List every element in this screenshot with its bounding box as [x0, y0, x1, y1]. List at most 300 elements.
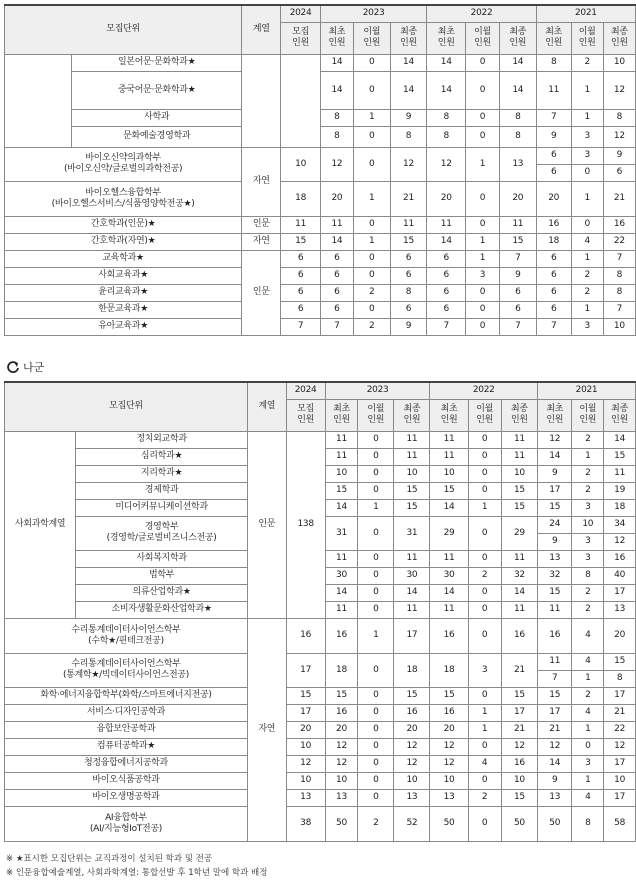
value-cell: 0	[358, 687, 394, 704]
n2024-cell: 11	[281, 216, 321, 233]
table-row	[5, 5, 636, 22]
track-cell: 자연	[247, 618, 286, 841]
value-cell: 6	[499, 301, 536, 318]
value-cell: 0	[572, 738, 604, 755]
value-cell: 14	[325, 499, 358, 516]
header-final: 최종 인원	[603, 22, 635, 54]
value-cell: 34	[604, 516, 636, 533]
value-cell: 2	[572, 601, 604, 618]
n2024-cell: 15	[286, 687, 325, 704]
header-first: 최초 인원	[320, 22, 353, 54]
value-cell: 1	[572, 721, 604, 738]
unit-name: 바이오식품공학과	[5, 772, 248, 789]
value-cell: 29	[501, 516, 537, 550]
track-cell: 인문	[247, 431, 286, 618]
value-cell: 30	[394, 567, 430, 584]
n2024-cell: 10	[286, 738, 325, 755]
value-cell: 7	[499, 250, 536, 267]
unit-name: 바이오생명공학과	[5, 789, 248, 806]
value-cell: 50	[430, 806, 468, 841]
value-cell: 0	[466, 54, 500, 71]
value-cell: 10	[325, 772, 358, 789]
value-cell: 1	[466, 250, 500, 267]
value-cell: 18	[325, 653, 358, 687]
value-cell: 0	[468, 550, 501, 567]
table-row	[5, 71, 636, 109]
unit-name: 미디어커뮤니케이션학과	[76, 499, 248, 516]
value-cell: 8	[603, 284, 635, 301]
value-cell: 0	[353, 267, 390, 284]
unit-name: 컴퓨터공학과★	[5, 738, 248, 755]
n2024-cell: 20	[286, 721, 325, 738]
value-cell: 15	[501, 789, 537, 806]
unit-name: 사회복지학과	[76, 550, 248, 567]
value-cell: 10	[430, 772, 468, 789]
value-cell: 6	[390, 267, 427, 284]
header-moji: 모집 인원	[286, 399, 325, 431]
table-row	[5, 284, 636, 301]
value-cell: 14	[604, 431, 636, 448]
value-cell: 17	[604, 755, 636, 772]
value-cell: 11	[501, 448, 537, 465]
value-cell: 3	[572, 550, 604, 567]
value-cell: 10	[394, 465, 430, 482]
unit-name: 지리학과★	[76, 465, 248, 482]
header-first: 최초 인원	[536, 22, 571, 54]
header-first: 최초 인원	[430, 399, 468, 431]
unit-name: 윤리교육과★	[5, 284, 242, 301]
value-cell: 1	[353, 109, 390, 126]
value-cell: 9	[538, 772, 572, 789]
unit-name: 바이오신약의과학부 (바이오신약/글로벌의과학전공)	[5, 147, 242, 181]
value-cell: 20	[394, 721, 430, 738]
unit-name: 중국어문·문화학과★	[72, 71, 242, 109]
value-cell: 29	[430, 516, 468, 550]
track-cell: 인문	[242, 250, 281, 335]
table-row	[5, 109, 636, 126]
value-cell: 0	[358, 567, 394, 584]
value-cell: 6	[320, 250, 353, 267]
unit-name: 일본어문·문화학과★	[72, 54, 242, 71]
header-carry: 이월 인원	[468, 399, 501, 431]
value-cell: 20	[320, 181, 353, 216]
n2024-cell: 12	[286, 755, 325, 772]
value-cell: 15	[538, 584, 572, 601]
value-cell: 1	[353, 233, 390, 250]
value-cell: 10	[604, 772, 636, 789]
value-cell: 11	[501, 601, 537, 618]
value-cell: 0	[468, 482, 501, 499]
value-cell: 4	[571, 233, 603, 250]
value-cell: 0	[466, 318, 500, 335]
value-cell: 3	[466, 267, 500, 284]
value-cell: 7	[427, 318, 466, 335]
value-cell: 8	[390, 126, 427, 147]
value-cell: 16	[430, 618, 468, 653]
value-cell: 20	[604, 618, 636, 653]
header-carry: 이월 인원	[353, 22, 390, 54]
value-cell: 12	[538, 431, 572, 448]
value-cell: 2	[572, 584, 604, 601]
value-cell: 3	[571, 318, 603, 335]
unit-name: 수리통계데이터사이언스학부 (수학★/핀테크전공)	[5, 618, 248, 653]
value-cell: 3	[571, 147, 603, 164]
value-cell: 0	[358, 482, 394, 499]
table-row	[5, 301, 636, 318]
refresh-arrow-icon	[6, 360, 20, 374]
header-year: 2023	[320, 5, 427, 22]
header-final: 최종 인원	[501, 399, 537, 431]
value-cell: 9	[390, 109, 427, 126]
value-cell: 11	[394, 448, 430, 465]
value-cell: 11	[325, 550, 358, 567]
value-cell: 17	[538, 704, 572, 721]
track-cell: 자연	[242, 233, 281, 250]
value-cell: 1	[468, 721, 501, 738]
value-cell: 3	[572, 755, 604, 772]
table-row	[5, 721, 636, 738]
value-cell: 9	[603, 147, 635, 164]
unit-name: 소비자생활문화산업학과★	[76, 601, 248, 618]
value-cell: 8	[603, 109, 635, 126]
value-cell: 32	[501, 567, 537, 584]
value-cell: 1	[571, 109, 603, 126]
table-row	[5, 250, 636, 267]
footnote: ※ ★표시한 모집단위는 교직과정이 설치된 학과 및 전공	[6, 854, 213, 864]
value-cell: 0	[466, 126, 500, 147]
section-heading-nagun	[6, 359, 44, 375]
table-row	[5, 126, 636, 147]
value-cell: 6	[427, 250, 466, 267]
value-cell: 2	[353, 284, 390, 301]
header-first: 최초 인원	[538, 399, 572, 431]
value-cell: 15	[394, 687, 430, 704]
value-cell: 8	[572, 806, 604, 841]
value-cell: 17	[604, 789, 636, 806]
value-cell: 1	[571, 181, 603, 216]
value-cell: 15	[394, 499, 430, 516]
value-cell: 9	[536, 126, 571, 147]
value-cell: 11	[394, 431, 430, 448]
table-row	[5, 147, 636, 164]
value-cell: 2	[572, 482, 604, 499]
n2024-cell	[281, 54, 321, 147]
table-row	[5, 738, 636, 755]
n2024-cell: 16	[286, 618, 325, 653]
value-cell: 2	[572, 687, 604, 704]
value-cell: 0	[468, 738, 501, 755]
n2024-cell: 6	[281, 284, 321, 301]
value-cell: 8	[320, 109, 353, 126]
header-track: 계열	[242, 5, 281, 54]
value-cell: 0	[466, 181, 500, 216]
value-cell: 0	[358, 738, 394, 755]
value-cell: 50	[501, 806, 537, 841]
value-cell: 6	[536, 284, 571, 301]
value-cell: 10	[501, 772, 537, 789]
value-cell: 0	[358, 721, 394, 738]
value-cell: 11	[430, 550, 468, 567]
value-cell: 13	[394, 789, 430, 806]
value-cell: 7	[536, 109, 571, 126]
value-cell: 2	[571, 284, 603, 301]
value-cell: 3	[468, 653, 501, 687]
value-cell: 0	[468, 516, 501, 550]
value-cell: 13	[430, 789, 468, 806]
value-cell: 10	[501, 465, 537, 482]
value-cell: 12	[538, 738, 572, 755]
value-cell: 15	[430, 482, 468, 499]
value-cell: 31	[325, 516, 358, 550]
unit-name: 문화예술경영학과	[72, 126, 242, 147]
value-cell: 0	[353, 147, 390, 181]
value-cell: 8	[604, 670, 636, 687]
value-cell: 20	[536, 181, 571, 216]
value-cell: 3	[572, 533, 604, 550]
value-cell: 14	[390, 54, 427, 71]
value-cell: 0	[358, 789, 394, 806]
header-unit: 모집단위	[5, 5, 242, 54]
value-cell: 0	[468, 772, 501, 789]
value-cell: 15	[604, 448, 636, 465]
value-cell: 6	[320, 301, 353, 318]
value-cell: 6	[427, 284, 466, 301]
value-cell: 14	[430, 499, 468, 516]
header-carry: 이월 인원	[466, 22, 500, 54]
value-cell: 8	[499, 109, 536, 126]
unit-name: 한문교육과★	[5, 301, 242, 318]
value-cell: 13	[499, 147, 536, 181]
value-cell: 11	[501, 550, 537, 567]
footnotes	[6, 852, 267, 880]
value-cell: 1	[468, 704, 501, 721]
value-cell: 15	[501, 499, 537, 516]
unit-name: 심리학과★	[76, 448, 248, 465]
value-cell: 0	[466, 109, 500, 126]
value-cell: 6	[536, 250, 571, 267]
value-cell: 21	[390, 181, 427, 216]
value-cell: 1	[358, 618, 394, 653]
value-cell: 30	[325, 567, 358, 584]
track-cell	[242, 54, 281, 147]
header-final: 최종 인원	[499, 22, 536, 54]
value-cell: 7	[538, 670, 572, 687]
value-cell: 20	[427, 181, 466, 216]
value-cell: 12	[394, 755, 430, 772]
value-cell: 11	[604, 465, 636, 482]
value-cell: 0	[468, 687, 501, 704]
header-year: 2022	[430, 382, 538, 399]
value-cell: 8	[536, 54, 571, 71]
value-cell: 0	[358, 431, 394, 448]
value-cell: 1	[571, 250, 603, 267]
value-cell: 15	[430, 687, 468, 704]
table-row	[5, 216, 636, 233]
unit-name: 유아교육과★	[5, 318, 242, 335]
value-cell: 0	[353, 71, 390, 109]
value-cell: 17	[604, 687, 636, 704]
value-cell: 17	[604, 584, 636, 601]
unit-name: 경제학과	[76, 482, 248, 499]
value-cell: 18	[536, 233, 571, 250]
value-cell: 12	[430, 738, 468, 755]
value-cell: 12	[604, 738, 636, 755]
value-cell: 12	[325, 755, 358, 772]
admissions-table-ga	[4, 4, 636, 336]
table-row	[5, 618, 636, 653]
value-cell: 14	[538, 755, 572, 772]
value-cell: 2	[468, 567, 501, 584]
section-title: 나군	[23, 361, 45, 374]
header-final: 최종 인원	[604, 399, 636, 431]
unit-name: 화학·에너지융합학부(화학/스마트에너지전공)	[5, 687, 248, 704]
value-cell: 10	[572, 516, 604, 533]
value-cell: 21	[538, 721, 572, 738]
value-cell: 8	[499, 126, 536, 147]
value-cell: 11	[325, 601, 358, 618]
value-cell: 0	[353, 250, 390, 267]
value-cell: 14	[427, 233, 466, 250]
n2024-cell: 6	[281, 250, 321, 267]
value-cell: 16	[325, 618, 358, 653]
table-row	[5, 431, 636, 448]
table-row	[5, 181, 636, 216]
unit-name: 간호학과(인문)★	[5, 216, 242, 233]
value-cell: 0	[466, 284, 500, 301]
track-cell: 자연	[242, 147, 281, 216]
value-cell: 50	[325, 806, 358, 841]
value-cell: 11	[499, 216, 536, 233]
value-cell: 14	[501, 584, 537, 601]
value-cell: 0	[468, 601, 501, 618]
value-cell: 0	[571, 164, 603, 181]
value-cell: 1	[572, 772, 604, 789]
value-cell: 0	[468, 618, 501, 653]
value-cell: 0	[571, 216, 603, 233]
value-cell: 2	[572, 465, 604, 482]
value-cell: 6	[603, 164, 635, 181]
value-cell: 1	[572, 670, 604, 687]
header-year: 2021	[538, 382, 636, 399]
value-cell: 13	[325, 789, 358, 806]
n2024-cell: 6	[281, 301, 321, 318]
header-carry: 이월 인원	[572, 399, 604, 431]
value-cell: 4	[572, 653, 604, 670]
value-cell: 9	[538, 533, 572, 550]
value-cell: 15	[325, 482, 358, 499]
value-cell: 11	[538, 601, 572, 618]
value-cell: 2	[358, 806, 394, 841]
value-cell: 16	[604, 550, 636, 567]
value-cell: 15	[501, 687, 537, 704]
table-row	[5, 233, 636, 250]
admissions-table-na	[4, 381, 636, 842]
n2024-cell: 17	[286, 704, 325, 721]
value-cell: 15	[538, 687, 572, 704]
value-cell: 6	[320, 267, 353, 284]
header-year: 2024	[281, 5, 321, 22]
value-cell: 14	[427, 54, 466, 71]
value-cell: 10	[603, 54, 635, 71]
value-cell: 16	[536, 216, 571, 233]
value-cell: 1	[466, 233, 500, 250]
n2024-cell: 15	[281, 233, 321, 250]
value-cell: 14	[394, 584, 430, 601]
unit-name: 사학과	[72, 109, 242, 126]
value-cell: 18	[394, 653, 430, 687]
value-cell: 22	[604, 721, 636, 738]
value-cell: 10	[430, 465, 468, 482]
value-cell: 14	[499, 54, 536, 71]
value-cell: 16	[394, 704, 430, 721]
table-row	[5, 772, 636, 789]
value-cell: 11	[325, 448, 358, 465]
value-cell: 14	[320, 233, 353, 250]
value-cell: 10	[394, 772, 430, 789]
value-cell: 20	[325, 721, 358, 738]
value-cell: 6	[390, 301, 427, 318]
value-cell: 10	[325, 465, 358, 482]
unit-name: 융합보안공학과	[5, 721, 248, 738]
value-cell: 8	[390, 284, 427, 301]
value-cell: 6	[536, 147, 571, 164]
table-row	[5, 653, 636, 670]
table-row	[5, 267, 636, 284]
value-cell: 6	[427, 267, 466, 284]
unit-name: 정치외교학과	[76, 431, 248, 448]
unit-name: AI융합학부 (AI/지능형IoT전공)	[5, 806, 248, 841]
n2024-cell: 13	[286, 789, 325, 806]
value-cell: 12	[430, 755, 468, 772]
table-row	[5, 382, 636, 399]
n2024-cell: 138	[286, 431, 325, 618]
value-cell: 20	[499, 181, 536, 216]
value-cell: 8	[427, 126, 466, 147]
header-year: 2022	[427, 5, 536, 22]
value-cell: 15	[501, 482, 537, 499]
header-carry: 이월 인원	[571, 22, 603, 54]
value-cell: 16	[430, 704, 468, 721]
value-cell: 22	[603, 233, 635, 250]
value-cell: 21	[501, 721, 537, 738]
value-cell: 3	[571, 126, 603, 147]
table-row	[5, 687, 636, 704]
value-cell: 4	[572, 704, 604, 721]
value-cell: 14	[430, 584, 468, 601]
unit-name: 서비스·디자인공학과	[5, 704, 248, 721]
value-cell: 0	[466, 71, 500, 109]
value-cell: 11	[536, 71, 571, 109]
value-cell: 12	[325, 738, 358, 755]
value-cell: 14	[427, 71, 466, 109]
value-cell: 18	[430, 653, 468, 687]
header-first: 최초 인원	[325, 399, 358, 431]
value-cell: 16	[603, 216, 635, 233]
value-cell: 0	[358, 516, 394, 550]
value-cell: 7	[603, 301, 635, 318]
header-final: 최종 인원	[390, 22, 427, 54]
value-cell: 12	[320, 147, 353, 181]
value-cell: 32	[538, 567, 572, 584]
value-cell: 30	[430, 567, 468, 584]
value-cell: 0	[358, 704, 394, 721]
header-final: 최종 인원	[394, 399, 430, 431]
value-cell: 12	[501, 738, 537, 755]
table-row	[5, 704, 636, 721]
value-cell: 9	[390, 318, 427, 335]
value-cell: 0	[358, 601, 394, 618]
value-cell: 11	[394, 601, 430, 618]
